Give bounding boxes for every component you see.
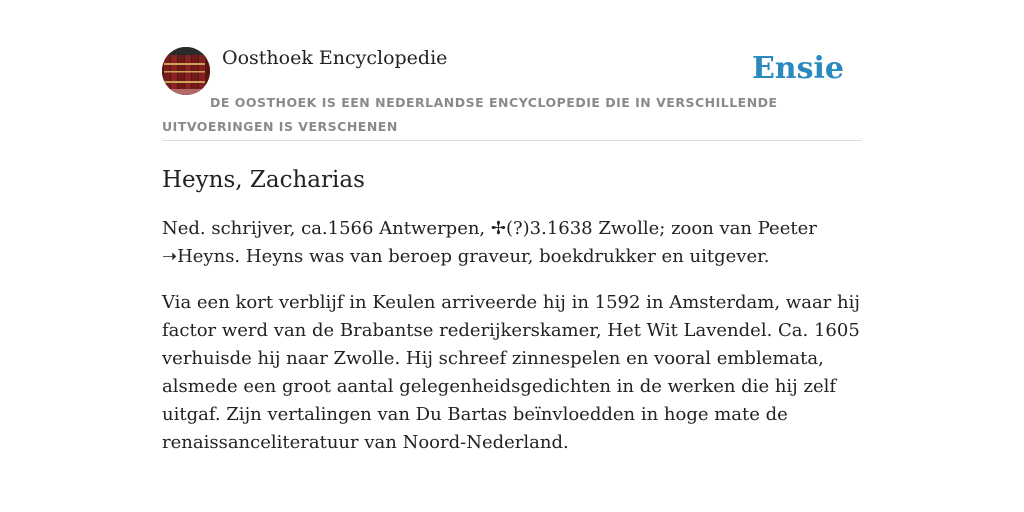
- brand-logo[interactable]: Ensie: [751, 51, 844, 86]
- page-container: [162, 45, 862, 457]
- site-tagline: DE OOSTHOEK IS EEN NEDERLANDSE ENCYCLOPEDIE DIE IN VERSCHILLENDE UITVOERINGEN IS VERSCHENEN: [162, 95, 778, 134]
- encyclopedia-books-icon[interactable]: [162, 47, 210, 95]
- site-header: [162, 45, 862, 141]
- article-paragraph-1: Ned. schrijver, ca.1566 Antwerpen, ✢(?)3.1638 Zwolle; zoon van Peeter ➝Heyns. Heyns was van beroep graveur, boekdrukker en uitgever.: [162, 218, 817, 267]
- site-name[interactable]: Oosthoek Encyclopedie: [222, 47, 448, 69]
- article-title: Heyns, Zacharias: [162, 167, 365, 193]
- article-paragraph-2: Via een kort verblijf in Keulen arriveerde hij in 1592 in Amsterdam, waar hij factor werd van de Brabantse rederijkerskamer, Het Wit Lavendel. Ca. 1605 verhuisde hij naar Zwolle. Hij schreef zinnespelen en vooral emblemata, alsmede een groot aantal gelegenheidsgedichten in de werken die hij zelf uitgaf. Zijn vertalingen van Du Bartas beïnvloedden in hoge mate de renaissanceliteratuur van Noord-Nederland.: [162, 292, 860, 453]
